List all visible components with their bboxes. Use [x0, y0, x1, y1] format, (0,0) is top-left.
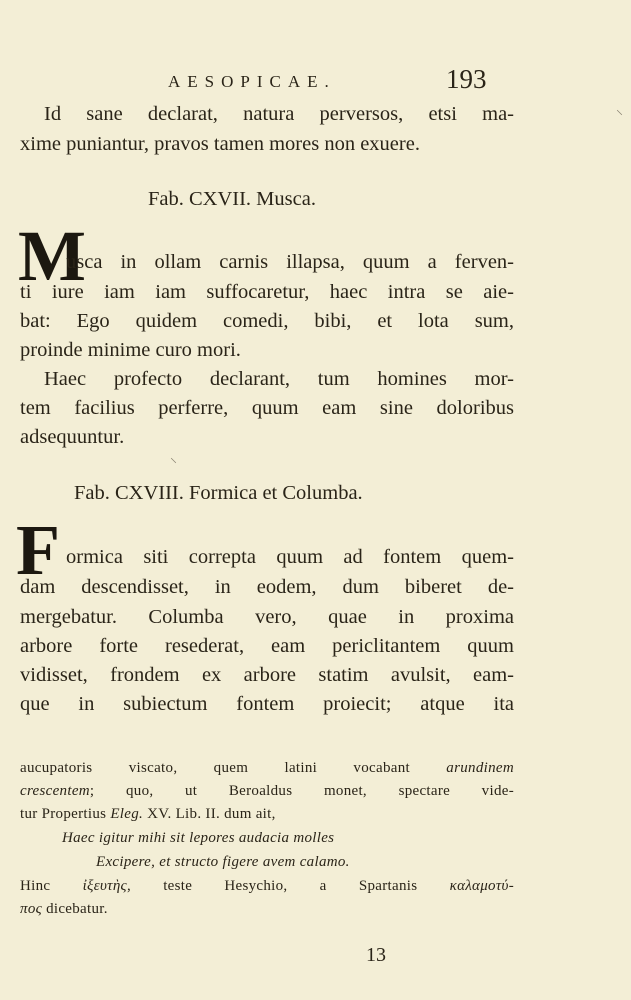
footnote-verse: Haec igitur mihi sit lepores audacia molles [62, 830, 335, 846]
footnote-text: ; quo, ut Beroaldus monet, spectare vide- [89, 783, 514, 799]
footnote-italic: Eleg. [110, 806, 144, 822]
footnote-text: dicebatur. [46, 901, 108, 917]
fable-title: Fab. CXVIII. Formica et Columba. [74, 482, 363, 504]
fable-line: Haec profecto declarant, tum homines mor- [44, 368, 514, 390]
fable-line: usca in ollam carnis illapsa, quum a ferven- [66, 251, 514, 273]
footnote-greek: ἰξευτὴς [82, 878, 127, 894]
footnote-text: XV. Lib. II. dum ait, [147, 806, 276, 822]
footnote-text: tur Propertius [20, 806, 107, 822]
footnote-italic: arundinem [446, 760, 514, 776]
footnote-line [20, 875, 514, 897]
footnote-line [20, 803, 514, 825]
fable-line: vidisset, frondem ex arbore statim avulsit, eam- [20, 664, 514, 686]
fable-line: bat: Ego quidem comedi, bibi, et lota sum, [20, 310, 514, 332]
footnote-text: Hinc [20, 878, 51, 894]
fable-line: adsequuntur. [20, 426, 125, 448]
page-blemish: ⸜ [170, 451, 177, 466]
footnote-italic: crescentem [20, 783, 90, 799]
drop-cap: M [18, 216, 86, 296]
page-number: 193 [446, 64, 487, 94]
fable-line: mergebatur. Columba vero, quae in proxima [20, 606, 514, 628]
drop-cap: F [16, 510, 60, 590]
fable-line: dam descendisset, in eodem, dum biberet de- [20, 576, 514, 598]
signature-mark: 13 [366, 944, 386, 966]
fable-line: ormica siti correpta quum ad fontem quem- [66, 546, 514, 568]
intro-line-1: Id sane declarat, natura perversos, etsi ma- [44, 103, 514, 125]
footnote-text: aucupatoris viscato, quem latini vocabant [20, 760, 410, 776]
page-header [0, 64, 631, 98]
footnote-line [20, 898, 514, 920]
footnote-greek: πος [20, 901, 43, 917]
fable-line: arbore forte resederat, eam periclitantem quum [20, 635, 514, 657]
fable-line: ti iure iam iam suffocaretur, haec intra se aie- [20, 281, 514, 303]
fable-title: Fab. CXVII. Musca. [148, 188, 316, 210]
page-blemish: ⸜ [616, 103, 623, 118]
running-title: AESOPICAE. [168, 72, 336, 91]
footnote-line [20, 757, 514, 779]
footnote-line [20, 780, 514, 802]
footnote-text: , teste Hesychio, a Spartanis [126, 878, 418, 894]
intro-line-2: xime puniantur, pravos tamen mores non exuere. [20, 133, 420, 155]
footnote-verse: Excipere, et structo figere avem calamo. [96, 854, 350, 870]
fable-line: tem facilius perferre, quum eam sine doloribus [20, 397, 514, 419]
fable-line: proinde minime curo mori. [20, 339, 241, 361]
footnote-greek: καλαμοτύ- [449, 878, 514, 894]
fable-line: que in subiectum fontem proiecit; atque ita [20, 693, 514, 715]
